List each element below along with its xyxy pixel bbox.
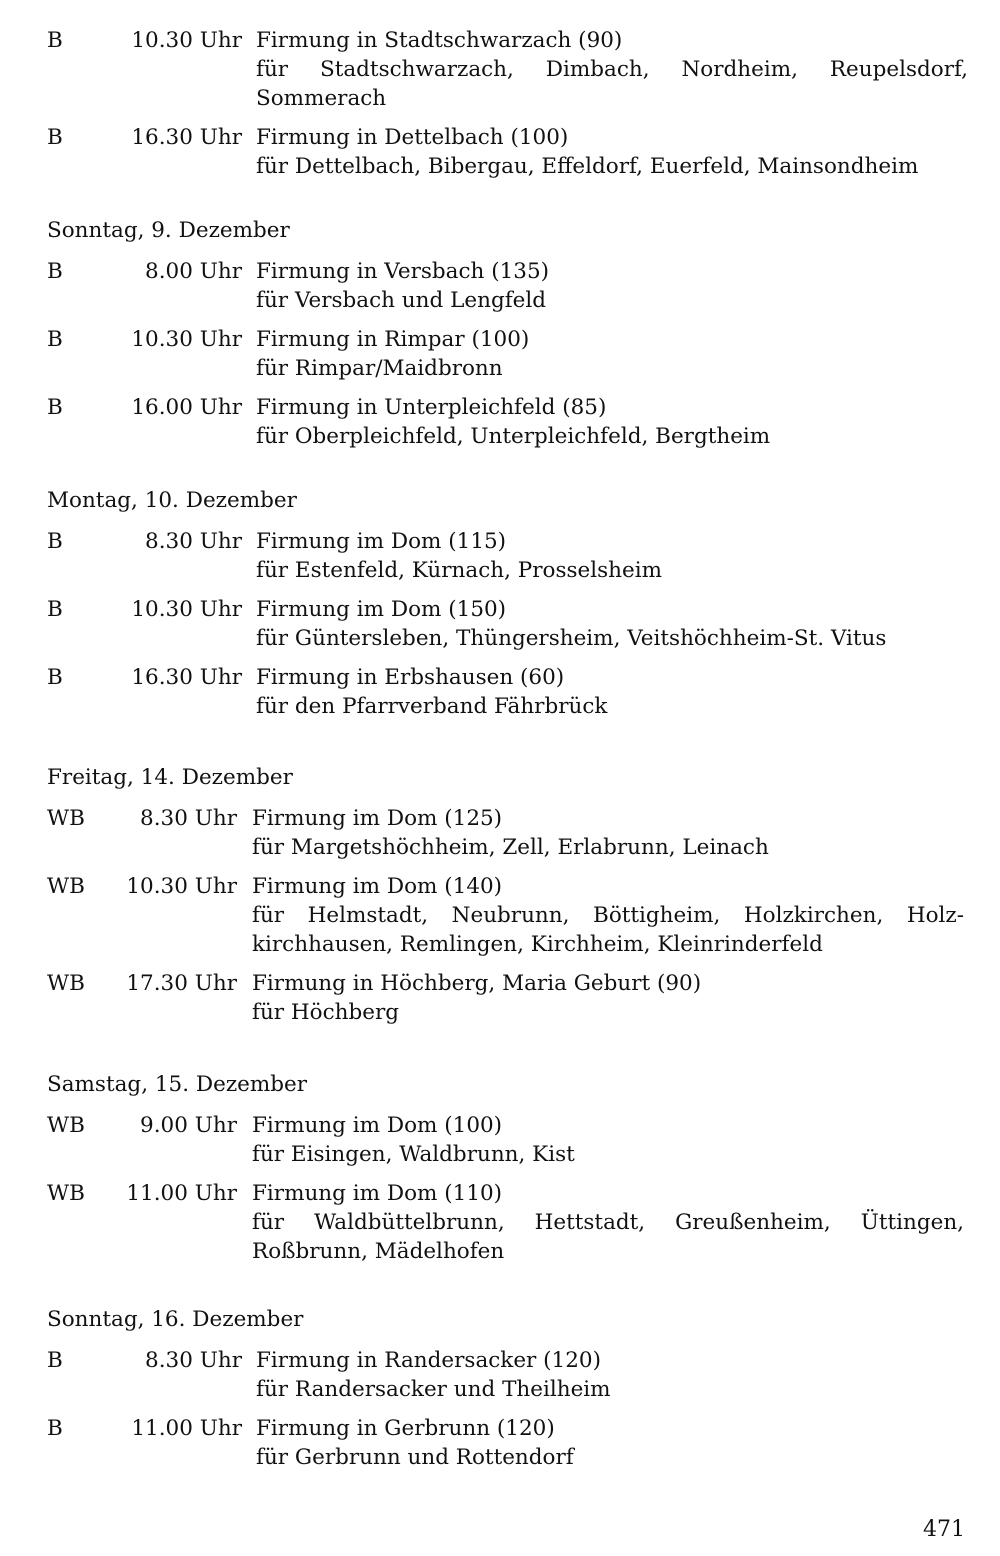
entry-parishes: für Stadtschwarzach, Dimbach, Nordheim, Reupelsdorf, Sommerach	[256, 57, 968, 111]
entry-code: B	[47, 665, 63, 690]
entry-parishes: für Randersacker und Theilheim	[256, 1377, 611, 1402]
day-heading: Samstag, 15. Dezember	[47, 1072, 308, 1097]
schedule-entry	[0, 872, 1000, 959]
entry-title: Firmung in Rimpar (100)	[256, 327, 530, 352]
entry-time: 10.30 Uhr	[131, 327, 242, 352]
entry-title: Firmung im Dom (140)	[252, 874, 503, 899]
entry-parishes: für Dettelbach, Bibergau, Effeldorf, Euerfeld, Mainsondheim	[256, 154, 919, 179]
entry-parishes: für Höchberg	[252, 1000, 400, 1025]
entry-time: 9.00 Uhr	[140, 1113, 237, 1138]
entry-time: 10.30 Uhr	[126, 874, 237, 899]
intro-entries	[0, 26, 1000, 181]
day-heading: Sonntag, 9. Dezember	[47, 218, 290, 243]
entry-time: 16.00 Uhr	[131, 395, 242, 420]
entry-time: 10.30 Uhr	[131, 597, 242, 622]
entry-parishes: für Güntersleben, Thüngersheim, Veitshöchheim-St. Vitus	[256, 626, 887, 651]
entry-title: Firmung im Dom (100)	[252, 1113, 503, 1138]
entry-time: 10.30 Uhr	[131, 28, 242, 53]
entry-time: 17.30 Uhr	[126, 971, 237, 996]
schedule-entry	[0, 969, 1000, 1027]
entry-parishes: für Helmstadt, Neubrunn, Böttigheim, Holzkirchen, Holz-kirchhausen, Remlingen, Kirchheim, Kleinrinderfeld	[252, 903, 964, 957]
entry-title: Firmung in Dettelbach (100)	[256, 125, 569, 150]
entry-title: Firmung in Gerbrunn (120)	[256, 1416, 555, 1441]
entry-parishes: für Gerbrunn und Rottendorf	[256, 1445, 574, 1470]
entry-time: 11.00 Uhr	[131, 1416, 242, 1441]
schedule-entry	[0, 26, 1000, 113]
entry-title: Firmung in Stadtschwarzach (90)	[256, 28, 623, 53]
entry-parishes: für Estenfeld, Kürnach, Prosselsheim	[256, 558, 663, 583]
entry-title: Firmung in Unterpleichfeld (85)	[256, 395, 607, 420]
schedule-entry	[0, 1179, 1000, 1266]
page-number: 471	[923, 1517, 965, 1542]
entry-code: WB	[47, 806, 85, 831]
schedule-entry	[0, 393, 1000, 451]
entry-code: B	[47, 529, 63, 554]
schedule-entry	[0, 663, 1000, 721]
entry-title: Firmung im Dom (150)	[256, 597, 507, 622]
schedule-entry	[0, 595, 1000, 653]
day-heading: Sonntag, 16. Dezember	[47, 1307, 304, 1332]
schedule-entry	[0, 123, 1000, 181]
entry-title: Firmung im Dom (110)	[252, 1181, 503, 1206]
entry-code: B	[47, 1416, 63, 1441]
entry-title: Firmung im Dom (125)	[252, 806, 503, 831]
schedule-entry	[0, 804, 1000, 862]
entry-parishes: für den Pfarrverband Fährbrück	[256, 694, 608, 719]
entry-code: WB	[47, 874, 85, 899]
entry-parishes: für Waldbüttelbrunn, Hettstadt, Greußenheim, Üttingen, Roßbrunn, Mädelhofen	[252, 1210, 964, 1264]
entry-title: Firmung in Höchberg, Maria Geburt (90)	[252, 971, 702, 996]
entry-title: Firmung im Dom (115)	[256, 529, 507, 554]
entry-time: 8.30 Uhr	[145, 529, 242, 554]
entry-code: B	[47, 1348, 63, 1373]
entry-time: 11.00 Uhr	[126, 1181, 237, 1206]
entry-code: WB	[47, 971, 85, 996]
entry-title: Firmung in Versbach (135)	[256, 259, 550, 284]
schedule-entry	[0, 1111, 1000, 1169]
entry-time: 8.00 Uhr	[145, 259, 242, 284]
schedule-entry	[0, 325, 1000, 383]
entry-title: Firmung in Randersacker (120)	[256, 1348, 601, 1373]
entry-time: 8.30 Uhr	[145, 1348, 242, 1373]
entry-title: Firmung in Erbshausen (60)	[256, 665, 565, 690]
entry-parishes: für Margetshöchheim, Zell, Erlabrunn, Leinach	[252, 835, 769, 860]
entry-parishes: für Oberpleichfeld, Unterpleichfeld, Bergtheim	[256, 424, 771, 449]
entry-parishes: für Eisingen, Waldbrunn, Kist	[252, 1142, 575, 1167]
entry-code: B	[47, 28, 63, 53]
entry-code: WB	[47, 1113, 85, 1138]
entry-time: 8.30 Uhr	[140, 806, 237, 831]
entry-code: WB	[47, 1181, 85, 1206]
entry-time: 16.30 Uhr	[131, 125, 242, 150]
entry-code: B	[47, 395, 63, 420]
schedule-entry	[0, 527, 1000, 585]
schedule-entry	[0, 257, 1000, 315]
entry-parishes: für Rimpar/Maidbronn	[256, 356, 503, 381]
schedule-entry	[0, 1346, 1000, 1404]
entry-parishes: für Versbach und Lengfeld	[256, 288, 547, 313]
day-heading: Freitag, 14. Dezember	[47, 765, 293, 790]
entry-time: 16.30 Uhr	[131, 665, 242, 690]
entry-code: B	[47, 259, 63, 284]
day-heading: Montag, 10. Dezember	[47, 488, 297, 513]
entry-code: B	[47, 327, 63, 352]
entry-code: B	[47, 125, 63, 150]
entry-code: B	[47, 597, 63, 622]
schedule-entry	[0, 1414, 1000, 1472]
